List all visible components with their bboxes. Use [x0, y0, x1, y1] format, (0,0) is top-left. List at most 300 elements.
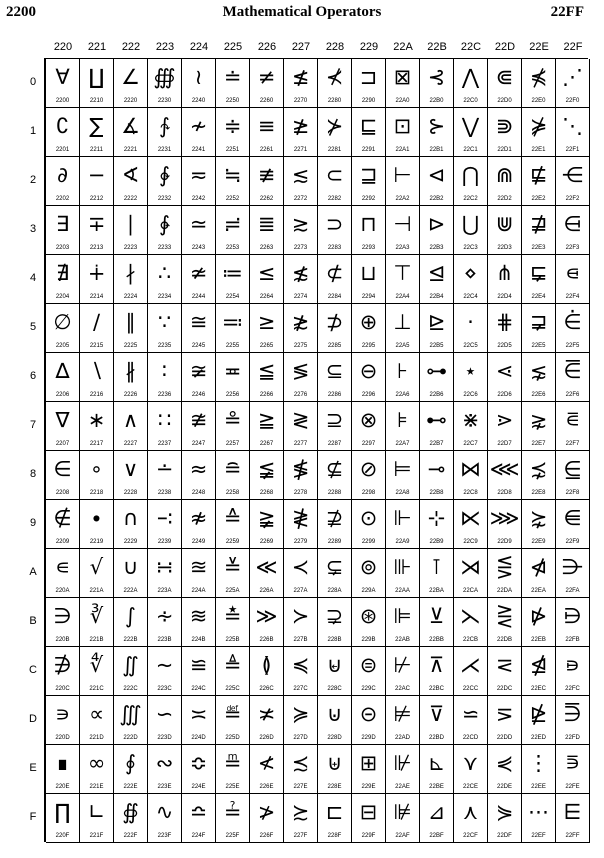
range-start: 2200: [6, 4, 36, 20]
character-glyph: ⊫: [393, 604, 412, 628]
character-glyph: ⊌: [326, 653, 343, 677]
character-glyph: ⊓: [360, 212, 377, 236]
code-point-label: 221A: [89, 588, 104, 594]
code-point-label: 221C: [89, 686, 104, 692]
code-point-label: 2278: [293, 490, 308, 496]
character-cell: [556, 206, 590, 255]
code-point-label: 2206: [55, 392, 70, 398]
code-point-label: 2220: [123, 98, 138, 104]
character-glyph: ⋓: [495, 212, 514, 236]
character-glyph: ≩: [257, 506, 276, 530]
character-glyph: ⊰: [427, 65, 446, 89]
code-point-label: 2234: [157, 294, 172, 300]
code-point-label: 227C: [293, 686, 308, 692]
character-cell: [488, 549, 522, 598]
code-point-label: 2200: [55, 98, 70, 104]
character-glyph: ⋤: [529, 261, 548, 285]
column-header: 22A: [393, 41, 413, 53]
code-point-label: 2219: [89, 539, 104, 545]
character-cell: [46, 255, 80, 304]
character-glyph: ∂: [57, 163, 68, 187]
code-point-label: 22DC: [496, 686, 513, 692]
character-cell: [46, 794, 80, 843]
character-glyph: ≒: [223, 163, 242, 187]
character-glyph: ∪: [122, 555, 139, 579]
character-glyph: √: [89, 555, 104, 579]
row-header: 7: [29, 419, 37, 431]
character-cell: [284, 157, 318, 206]
character-glyph: ⊍: [326, 702, 343, 726]
row-header: B: [29, 615, 37, 627]
character-glyph: ⋄: [463, 261, 478, 285]
character-glyph: ⊑: [359, 114, 378, 138]
character-cell: [556, 255, 590, 304]
character-cell: [352, 647, 386, 696]
character-glyph: ≇: [189, 408, 208, 432]
character-cell: [182, 157, 216, 206]
code-point-label: 22FB: [565, 637, 580, 643]
code-point-label: 226F: [259, 833, 274, 839]
character-cell: [454, 157, 488, 206]
code-point-label: 222E: [123, 784, 138, 790]
character-cell: [420, 451, 454, 500]
character-glyph: ≵: [291, 310, 310, 334]
column-header: 22F: [563, 41, 583, 53]
code-point-label: 223B: [157, 637, 172, 643]
character-cell: [114, 353, 148, 402]
character-cell: [80, 255, 114, 304]
character-cell: [284, 353, 318, 402]
code-point-label: 22C1: [463, 147, 478, 153]
character-glyph: ∓: [87, 212, 106, 236]
character-glyph: ⊩: [393, 506, 412, 530]
character-cell: [148, 304, 182, 353]
character-cell: [46, 59, 80, 108]
column-header: 228: [325, 41, 345, 53]
character-cell: [284, 500, 318, 549]
code-point-label: 2298: [361, 490, 376, 496]
character-glyph: ≸: [291, 457, 310, 481]
character-glyph: ⊄: [325, 261, 344, 285]
character-cell: [46, 696, 80, 745]
character-glyph: ∿: [155, 800, 174, 824]
code-point-label: 2253: [225, 245, 240, 251]
character-cell: [216, 500, 250, 549]
code-point-label: 221D: [89, 735, 104, 741]
character-glyph: ∩: [122, 506, 139, 530]
code-point-label: 227F: [293, 833, 308, 839]
code-point-label: 22FA: [565, 588, 580, 594]
row-header: 0: [29, 76, 37, 88]
code-point-label: 2285: [327, 343, 342, 349]
code-point-label: 2251: [225, 147, 240, 153]
character-cell: [250, 549, 284, 598]
code-point-label: 2224: [123, 294, 138, 300]
character-glyph: ∃: [55, 212, 70, 236]
code-point-label: 229B: [361, 637, 376, 643]
code-point-label: 22DD: [496, 735, 513, 741]
character-cell: [148, 206, 182, 255]
column-header: 22E: [529, 41, 549, 53]
code-point-label: 22AD: [394, 735, 410, 741]
code-point-label: 22D3: [497, 245, 512, 251]
character-cell: [216, 598, 250, 647]
row-header: 6: [29, 370, 37, 382]
character-glyph: ⊴: [427, 261, 446, 285]
character-glyph: ⋰: [562, 65, 583, 89]
character-cell: [420, 108, 454, 157]
character-glyph: ∼: [155, 653, 174, 677]
character-cell: [46, 451, 80, 500]
character-glyph: ⋛: [495, 604, 514, 628]
character-cell: [182, 108, 216, 157]
character-glyph: ≂: [189, 163, 208, 187]
code-point-label: 224F: [191, 833, 206, 839]
character-glyph: ⊛: [359, 604, 378, 628]
code-point-label: 2201: [55, 147, 70, 153]
column-header: 226: [257, 41, 277, 53]
code-point-label: 22EE: [531, 784, 546, 790]
code-point-label: 223A: [157, 588, 172, 594]
code-point-label: 22CD: [462, 735, 479, 741]
character-glyph: ⋞: [495, 751, 514, 775]
character-cell: [46, 304, 80, 353]
code-point-label: 22EC: [530, 686, 546, 692]
character-cell: [114, 402, 148, 451]
character-glyph: ⋵: [563, 310, 582, 334]
code-point-label: 220F: [55, 833, 70, 839]
code-point-label: 22E4: [531, 294, 546, 300]
character-cell: [420, 745, 454, 794]
code-point-label: 2266: [259, 392, 274, 398]
character-cell: [454, 108, 488, 157]
character-glyph: ≙: [223, 506, 242, 530]
character-cell: [216, 451, 250, 500]
character-glyph: ⊯: [393, 800, 412, 824]
code-point-label: 22E5: [531, 343, 546, 349]
code-point-label: 2222: [123, 196, 138, 202]
character-cell: [148, 500, 182, 549]
code-point-label: 229E: [361, 784, 376, 790]
column-header: 224: [189, 41, 209, 53]
character-glyph: ∭: [119, 702, 142, 726]
row-header: F: [29, 811, 37, 823]
character-glyph: ∉: [53, 506, 72, 530]
code-point-label: 22BB: [429, 637, 444, 643]
character-glyph: ∅: [53, 310, 72, 334]
code-point-label: 2265: [259, 343, 274, 349]
code-point-label: 224C: [191, 686, 206, 692]
character-cell: [352, 451, 386, 500]
character-cell: [386, 647, 420, 696]
code-point-label: 221E: [89, 784, 104, 790]
character-cell: [556, 157, 590, 206]
character-glyph: ≔: [222, 261, 243, 285]
code-point-label: 22CC: [462, 686, 479, 692]
character-cell: [386, 794, 420, 843]
code-point-label: 2280: [327, 98, 342, 104]
character-glyph: ⋎: [462, 751, 479, 775]
character-glyph: ⊲: [427, 163, 446, 187]
code-point-label: 22DB: [496, 637, 512, 643]
code-point-label: 22F9: [565, 539, 580, 545]
code-point-label: 225F: [225, 833, 240, 839]
character-cell: [556, 500, 590, 549]
character-glyph: ∏: [54, 800, 71, 824]
character-cell: [386, 598, 420, 647]
character-cell: [318, 206, 352, 255]
character-glyph: ⋊: [460, 555, 481, 579]
character-cell: [522, 451, 556, 500]
character-glyph: ⊸: [427, 457, 446, 481]
character-glyph: ∜: [89, 653, 104, 677]
character-cell: [182, 59, 216, 108]
character-glyph: ≰: [291, 65, 310, 89]
character-glyph: ⋶: [563, 359, 582, 383]
character-cell: [114, 696, 148, 745]
character-glyph: ⋜: [495, 653, 514, 677]
character-cell: [80, 353, 114, 402]
character-glyph: ⋉: [460, 506, 481, 530]
character-glyph: ≞: [223, 751, 242, 775]
code-point-label: 22AB: [395, 637, 410, 643]
character-cell: [556, 549, 590, 598]
character-cell: [284, 794, 318, 843]
character-glyph: ≃: [189, 212, 208, 236]
character-glyph: ∵: [157, 310, 172, 334]
character-cell: [386, 206, 420, 255]
character-glyph: ⊹: [427, 506, 446, 530]
character-cell: [284, 451, 318, 500]
character-glyph: ∖: [89, 359, 104, 383]
character-cell: [250, 696, 284, 745]
code-point-label: 2287: [327, 441, 342, 447]
code-point-label: 224B: [191, 637, 206, 643]
character-glyph: ⋟: [495, 800, 514, 824]
code-point-label: 225C: [225, 686, 240, 692]
character-glyph: ≤: [257, 261, 276, 285]
character-glyph: ⋁: [461, 114, 480, 138]
code-point-label: 22A8: [395, 490, 410, 496]
character-glyph: ∎: [55, 751, 70, 775]
character-glyph: ≀: [194, 65, 203, 89]
code-point-label: 225A: [225, 588, 240, 594]
character-cell: [216, 206, 250, 255]
character-glyph: ⋌: [460, 653, 481, 677]
character-cell: [182, 255, 216, 304]
code-point-label: 2260: [259, 98, 274, 104]
character-glyph: ≐: [223, 65, 242, 89]
code-point-label: 22B9: [429, 539, 444, 545]
character-cell: [80, 157, 114, 206]
code-point-label: 22BA: [429, 588, 444, 594]
code-point-label: 22A1: [395, 147, 410, 153]
character-cell: [352, 108, 386, 157]
character-cell: [556, 304, 590, 353]
code-point-label: 2230: [157, 98, 172, 104]
character-glyph: ⋹: [563, 506, 582, 530]
code-point-label: 2286: [327, 392, 342, 398]
character-glyph: ⋼: [564, 653, 581, 677]
character-cell: [454, 549, 488, 598]
character-glyph: ⊔: [360, 261, 377, 285]
character-glyph: ⋭: [529, 702, 548, 726]
character-cell: [556, 598, 590, 647]
code-point-label: 2250: [225, 98, 240, 104]
character-cell: [114, 59, 148, 108]
character-glyph: ⊷: [426, 408, 447, 432]
code-point-label: 2236: [157, 392, 172, 398]
character-cell: [522, 598, 556, 647]
code-point-label: 2221: [123, 147, 138, 153]
code-point-label: 228C: [327, 686, 342, 692]
character-cell: [284, 745, 318, 794]
character-glyph: ⊚: [359, 555, 378, 579]
character-cell: [80, 794, 114, 843]
code-point-label: 22F7: [565, 441, 580, 447]
character-cell: [114, 794, 148, 843]
character-glyph: ⊐: [359, 65, 378, 89]
character-glyph: ⊝: [359, 702, 378, 726]
character-glyph: ⊖: [359, 359, 378, 383]
character-cell: [250, 500, 284, 549]
character-glyph: ⊙: [359, 506, 378, 530]
character-glyph: ∊: [54, 555, 71, 579]
character-cell: [318, 549, 352, 598]
code-point-label: 2261: [259, 147, 274, 153]
character-cell: [352, 598, 386, 647]
character-glyph: ≓: [223, 212, 242, 236]
character-glyph: ∍: [54, 702, 71, 726]
character-cell: [182, 206, 216, 255]
character-cell: [420, 549, 454, 598]
code-point-label: 22A6: [395, 392, 410, 398]
character-cell: [420, 647, 454, 696]
code-point-label: 2275: [293, 343, 308, 349]
character-cell: [454, 500, 488, 549]
column-header: 229: [359, 41, 379, 53]
code-point-label: 22AF: [395, 833, 410, 839]
character-glyph: ∯: [122, 800, 139, 824]
code-point-label: 2227: [123, 441, 138, 447]
code-point-label: 2289: [327, 539, 342, 545]
character-glyph: ⋽: [563, 702, 582, 726]
code-point-label: 2209: [55, 539, 70, 545]
character-cell: [182, 402, 216, 451]
character-glyph: ∰: [153, 65, 176, 89]
code-point-label: 22CB: [462, 637, 478, 643]
character-glyph: ⋻: [563, 604, 582, 628]
character-glyph: ∄: [55, 261, 70, 285]
character-glyph: ∕: [92, 310, 101, 334]
code-point-label: 2299: [361, 539, 376, 545]
character-glyph: ⊅: [325, 310, 344, 334]
code-point-label: 22A0: [395, 98, 410, 104]
character-cell: [46, 402, 80, 451]
character-cell: [420, 500, 454, 549]
character-cell: [46, 206, 80, 255]
range-end: 22FF: [550, 4, 584, 20]
character-cell: [352, 696, 386, 745]
character-cell: [454, 598, 488, 647]
row-header: 2: [29, 174, 37, 186]
code-point-label: 2293: [361, 245, 376, 251]
character-cell: [148, 794, 182, 843]
character-cell: [318, 451, 352, 500]
character-cell: [216, 647, 250, 696]
code-point-label: 2218: [89, 490, 104, 496]
character-glyph: ∡: [121, 114, 140, 138]
code-point-label: 223F: [157, 833, 172, 839]
character-cell: [80, 451, 114, 500]
character-glyph: −: [87, 163, 106, 187]
character-cell: [250, 157, 284, 206]
code-point-label: 222D: [123, 735, 138, 741]
character-cell: [352, 500, 386, 549]
character-glyph: ≳: [291, 212, 310, 236]
character-glyph: ≝: [223, 702, 242, 726]
character-cell: [148, 108, 182, 157]
code-point-label: 223D: [157, 735, 172, 741]
character-cell: [250, 59, 284, 108]
character-cell: [420, 598, 454, 647]
character-glyph: ∙: [89, 506, 104, 530]
character-cell: [182, 549, 216, 598]
code-point-label: 22E2: [531, 196, 546, 202]
character-glyph: ∨: [122, 457, 139, 481]
character-glyph: ≱: [291, 114, 310, 138]
row-header: 1: [29, 125, 37, 137]
character-glyph: ∺: [155, 555, 174, 579]
character-glyph: ≄: [189, 261, 208, 285]
code-point-label: 2211: [90, 147, 103, 153]
code-point-label: 22EF: [531, 833, 546, 839]
character-glyph: ⋖: [495, 359, 514, 383]
code-point-label: 2233: [157, 245, 172, 251]
code-point-label: 228D: [327, 735, 342, 741]
character-cell: [386, 696, 420, 745]
character-glyph: ≻: [291, 604, 310, 628]
character-cell: [46, 500, 80, 549]
character-cell: [148, 598, 182, 647]
code-point-label: 22AC: [394, 686, 410, 692]
character-cell: [114, 255, 148, 304]
character-glyph: ≬: [261, 653, 272, 677]
code-point-label: 228F: [327, 833, 342, 839]
character-cell: [386, 157, 420, 206]
character-glyph: ⊟: [359, 800, 378, 824]
page-title: Mathematical Operators: [222, 4, 382, 20]
character-cell: [250, 353, 284, 402]
character-glyph: ⊦: [397, 359, 408, 383]
character-glyph: ⊮: [393, 751, 412, 775]
character-cell: [386, 451, 420, 500]
code-point-label: 2297: [361, 441, 376, 447]
character-cell: [488, 353, 522, 402]
row-header: A: [29, 566, 37, 578]
code-point-label: 2263: [259, 245, 274, 251]
code-point-label: 2272: [293, 196, 308, 202]
code-point-label: 221B: [89, 637, 104, 643]
character-cell: [454, 402, 488, 451]
character-cell: [114, 304, 148, 353]
code-point-label: 2202: [55, 196, 70, 202]
code-point-label: 22D6: [497, 392, 512, 398]
character-glyph: ⊥: [393, 310, 412, 334]
code-point-label: 2245: [191, 343, 206, 349]
code-point-label: 2283: [327, 245, 342, 251]
code-point-label: 22FD: [565, 735, 580, 741]
